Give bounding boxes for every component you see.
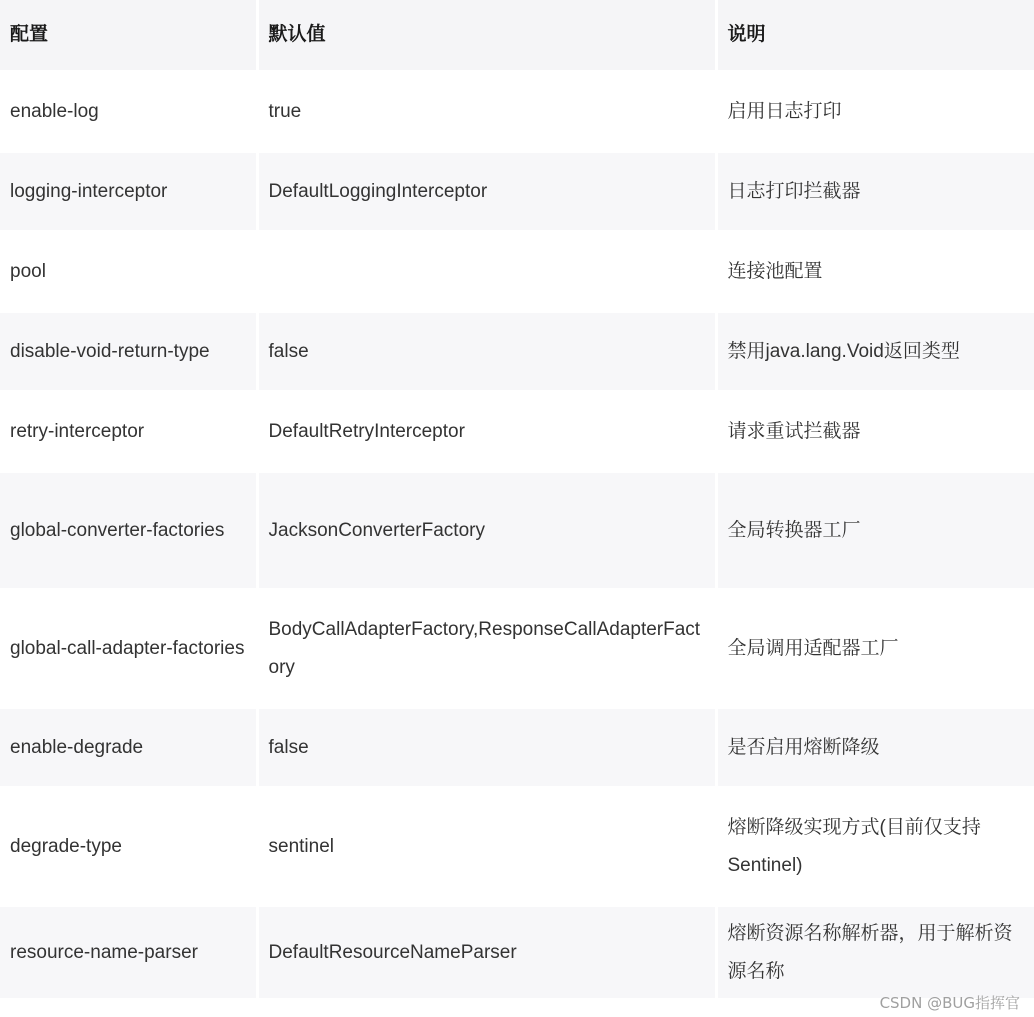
- table-body: [0, 72, 1034, 1000]
- default-value-cell: JacksonConverterFactory: [257, 472, 716, 590]
- header-config: 配置: [0, 0, 257, 72]
- table-row: [0, 708, 1034, 788]
- table-row: [0, 72, 1034, 152]
- table-row: [0, 392, 1034, 472]
- table-row: [0, 590, 1034, 708]
- description-cell: 是否启用熔断降级: [716, 708, 1034, 788]
- default-value-cell: [257, 232, 716, 312]
- table-row: [0, 152, 1034, 232]
- description-cell: 请求重试拦截器: [716, 392, 1034, 472]
- header-description: 说明: [716, 0, 1034, 72]
- description-cell: 日志打印拦截器: [716, 152, 1034, 232]
- config-cell: logging-interceptor: [0, 152, 257, 232]
- description-cell: 熔断资源名称解析器，用于解析资源名称: [716, 906, 1034, 1000]
- config-cell: enable-log: [0, 72, 257, 152]
- description-cell: 连接池配置: [716, 232, 1034, 312]
- table-row: [0, 312, 1034, 392]
- table-row: [0, 906, 1034, 1000]
- default-value-cell: BodyCallAdapterFactory,ResponseCallAdapterFactory: [257, 590, 716, 708]
- table-header: [0, 0, 1034, 72]
- description-cell: 全局转换器工厂: [716, 472, 1034, 590]
- config-cell: retry-interceptor: [0, 392, 257, 472]
- config-cell: enable-degrade: [0, 708, 257, 788]
- default-value-cell: sentinel: [257, 788, 716, 906]
- header-default-value: 默认值: [257, 0, 716, 72]
- description-cell: 启用日志打印: [716, 72, 1034, 152]
- config-cell: pool: [0, 232, 257, 312]
- default-value-cell: false: [257, 312, 716, 392]
- header-row: [0, 0, 1034, 72]
- description-cell: 全局调用适配器工厂: [716, 590, 1034, 708]
- description-cell: 禁用java.lang.Void返回类型: [716, 312, 1034, 392]
- default-value-cell: true: [257, 72, 716, 152]
- config-cell: global-converter-factories: [0, 472, 257, 590]
- table-row: [0, 472, 1034, 590]
- table-row: [0, 232, 1034, 312]
- config-cell: degrade-type: [0, 788, 257, 906]
- watermark: CSDN @BUG指挥官: [879, 994, 1020, 1012]
- description-cell: 熔断降级实现方式(目前仅支持Sentinel): [716, 788, 1034, 906]
- default-value-cell: DefaultLoggingInterceptor: [257, 152, 716, 232]
- default-value-cell: DefaultRetryInterceptor: [257, 392, 716, 472]
- config-cell: disable-void-return-type: [0, 312, 257, 392]
- default-value-cell: DefaultResourceNameParser: [257, 906, 716, 1000]
- table-row: [0, 788, 1034, 906]
- default-value-cell: false: [257, 708, 716, 788]
- config-cell: global-call-adapter-factories: [0, 590, 257, 708]
- config-cell: resource-name-parser: [0, 906, 257, 1000]
